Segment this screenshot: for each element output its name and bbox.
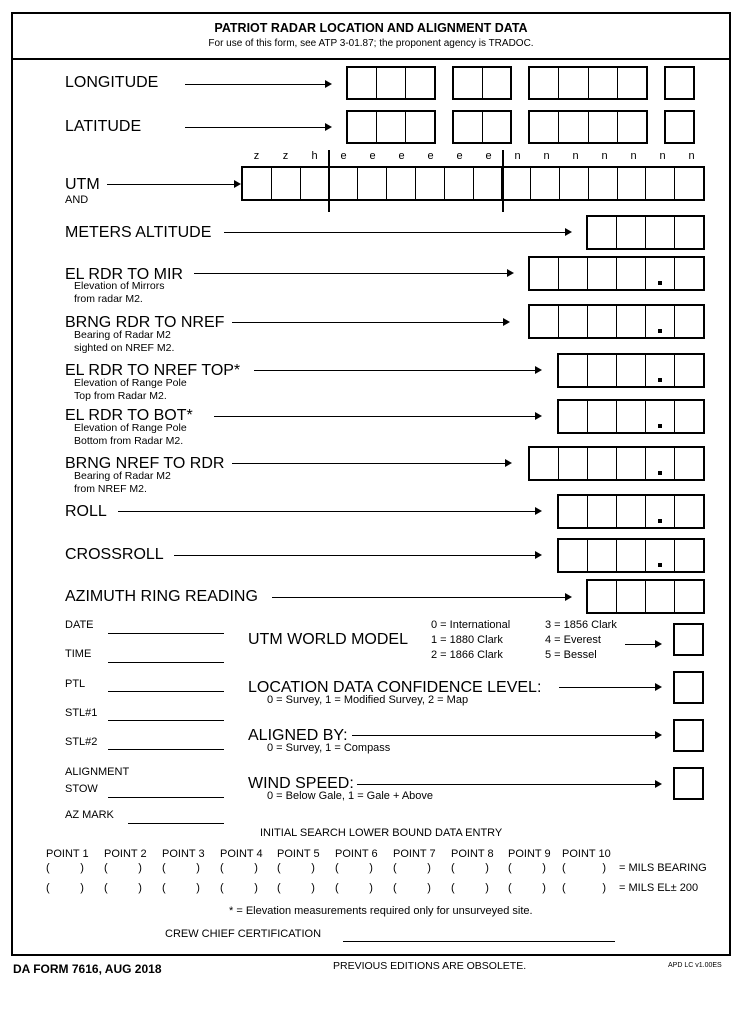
location-confidence-label: LOCATION DATA CONFIDENCE LEVEL: [248, 679, 542, 696]
utm-header-z1: z [253, 150, 260, 162]
mils-el-field-10[interactable]: ( ) [562, 882, 606, 894]
mils-el-field-5[interactable]: ( ) [277, 882, 315, 894]
longitude-hemisphere-input[interactable] [664, 66, 695, 100]
utm-model-opt4: 4 = Everest [545, 634, 601, 646]
longitude-arrow [185, 84, 326, 85]
utm-model-opt1: 1 = 1880 Clark [431, 634, 503, 646]
point-3-label: POINT 3 [162, 848, 205, 860]
brng-rdr-to-nref-desc: Bearing of Radar M2 sighted on NREF M2. [74, 329, 175, 354]
meters-altitude-label: METERS ALTITUDE [65, 224, 212, 241]
aligned-by-arrow [352, 735, 656, 736]
utm-header-n3: n [572, 150, 579, 162]
longitude-deg-input[interactable] [346, 66, 436, 100]
mils-el-field-9[interactable]: ( ) [508, 882, 546, 894]
utm-header-z2: z [282, 150, 289, 162]
utm-world-model-arrow [625, 644, 656, 645]
stl1-field[interactable] [108, 720, 224, 721]
form-subtitle: For use of this form, see ATP 3-01.87; the proponent agency is TRADOC. [208, 38, 534, 49]
mils-bearing-field-10[interactable]: ( ) [562, 862, 606, 874]
meters-altitude-input[interactable] [586, 215, 705, 250]
initial-search-title: INITIAL SEARCH LOWER BOUND DATA ENTRY [260, 827, 503, 839]
time-label: TIME [65, 648, 92, 660]
location-confidence-input[interactable] [673, 671, 704, 704]
mils-bearing-field-9[interactable]: ( ) [508, 862, 546, 874]
point-8-label: POINT 8 [451, 848, 494, 860]
mils-bearing-field-5[interactable]: ( ) [277, 862, 315, 874]
longitude-min-input[interactable] [452, 66, 512, 100]
longitude-sec-input[interactable] [528, 66, 648, 100]
utm-separator-1 [328, 150, 330, 212]
mils-el-field-4[interactable]: ( ) [220, 882, 258, 894]
wind-speed-label: WIND SPEED: [248, 775, 354, 792]
brng-nref-to-rdr-desc: Bearing of Radar M2 from NREF M2. [74, 470, 171, 495]
brng-nref-to-rdr-arrow [232, 463, 506, 464]
utm-header-e1: e [340, 150, 347, 162]
utm-separator-2 [502, 150, 504, 212]
wind-speed-input[interactable] [673, 767, 704, 800]
header-divider [11, 58, 731, 60]
latitude-hemisphere-input[interactable] [664, 110, 695, 144]
mils-el-label: = MILS EL± 200 [619, 882, 699, 894]
aligned-by-label: ALIGNED BY: [248, 727, 348, 744]
crossroll-label: CROSSROLL [65, 546, 164, 563]
az-mark-field[interactable] [128, 823, 224, 824]
aligned-by-options: 0 = Survey, 1 = Compass [267, 742, 391, 754]
mils-bearing-field-3[interactable]: ( ) [162, 862, 200, 874]
utm-header-n5: n [630, 150, 637, 162]
utm-world-model-label: UTM WORLD MODEL [248, 631, 408, 648]
point-10-label: POINT 10 [562, 848, 611, 860]
utm-arrow [107, 184, 235, 185]
el-rdr-to-mir-label: EL RDR TO MIR [65, 266, 183, 283]
roll-arrow [118, 511, 536, 512]
utm-world-model-input[interactable] [673, 623, 704, 656]
el-rdr-to-nref-top-desc: Elevation of Range Pole Top from Radar M2. [74, 377, 187, 402]
utm-header-n2: n [543, 150, 550, 162]
form-title: PATRIOT RADAR LOCATION AND ALIGNMENT DATA [214, 21, 528, 35]
el-rdr-to-bot-input[interactable] [557, 399, 705, 434]
mils-bearing-field-8[interactable]: ( ) [451, 862, 489, 874]
point-4-label: POINT 4 [220, 848, 263, 860]
footnote: * = Elevation measurements required only for unsurveyed site. [229, 905, 533, 917]
latitude-label: LATITUDE [65, 118, 142, 135]
mils-el-field-2[interactable]: ( ) [104, 882, 142, 894]
utm-header-n7: n [688, 150, 695, 162]
el-rdr-to-nref-top-label: EL RDR TO NREF TOP* [65, 362, 241, 379]
brng-nref-to-rdr-label: BRNG NREF TO RDR [65, 455, 225, 472]
point-1-label: POINT 1 [46, 848, 89, 860]
azimuth-ring-reading-arrow [272, 597, 566, 598]
latitude-min-input[interactable] [452, 110, 512, 144]
mils-bearing-field-1[interactable]: ( ) [46, 862, 84, 874]
version-label: APD LC v1.00ES [668, 962, 722, 969]
time-field[interactable] [108, 662, 224, 663]
stow-label: STOW [65, 783, 98, 795]
form-number: DA FORM 7616, AUG 2018 [13, 962, 162, 976]
utm-model-opt0: 0 = International [431, 619, 511, 631]
brng-rdr-to-nref-input[interactable] [528, 304, 705, 339]
mils-el-field-3[interactable]: ( ) [162, 882, 200, 894]
stl2-label: STL#2 [65, 736, 98, 748]
utm-header-n6: n [659, 150, 666, 162]
location-confidence-arrow [559, 687, 656, 688]
utm-input[interactable] [241, 166, 705, 201]
az-mark-label: AZ MARK [65, 809, 114, 821]
utm-header-n1: n [514, 150, 521, 162]
obsolete-notice: PREVIOUS EDITIONS ARE OBSOLETE. [333, 960, 527, 972]
el-rdr-to-bot-arrow [214, 416, 536, 417]
el-rdr-to-mir-input[interactable] [528, 256, 705, 291]
wind-speed-options: 0 = Below Gale, 1 = Gale + Above [267, 790, 434, 802]
stl1-label: STL#1 [65, 707, 98, 719]
longitude-label: LONGITUDE [65, 74, 159, 91]
utm-header-e3: e [398, 150, 405, 162]
mils-bearing-label: = MILS BEARING [619, 862, 707, 874]
date-label: DATE [65, 619, 94, 631]
point-6-label: POINT 6 [335, 848, 378, 860]
crew-chief-signature-field[interactable] [343, 941, 615, 942]
mils-el-field-8[interactable]: ( ) [451, 882, 489, 894]
el-rdr-to-bot-label: EL RDR TO BOT* [65, 407, 193, 424]
utm-header-e4: e [427, 150, 434, 162]
meters-altitude-arrow [224, 232, 566, 233]
point-9-label: POINT 9 [508, 848, 551, 860]
utm-header-h: h [311, 150, 318, 162]
utm-label: UTM [65, 176, 100, 193]
mils-bearing-field-7[interactable]: ( ) [393, 862, 431, 874]
utm-header-n4: n [601, 150, 608, 162]
crossroll-input[interactable] [557, 538, 705, 573]
utm-model-opt5: 5 = Bessel [545, 649, 597, 661]
alignment-label: ALIGNMENT [65, 766, 130, 778]
mils-bearing-field-4[interactable]: ( ) [220, 862, 258, 874]
crossroll-arrow [174, 555, 536, 556]
aligned-by-input[interactable] [673, 719, 704, 752]
date-field[interactable] [108, 633, 224, 634]
latitude-deg-input[interactable] [346, 110, 436, 144]
crew-chief-label: CREW CHIEF CERTIFICATION [165, 928, 322, 940]
utm-header-e5: e [456, 150, 463, 162]
el-rdr-to-nref-top-arrow [254, 370, 536, 371]
el-rdr-to-nref-top-input[interactable] [557, 353, 705, 388]
stl2-field[interactable] [108, 749, 224, 750]
mils-bearing-field-6[interactable]: ( ) [335, 862, 373, 874]
utm-model-opt3: 3 = 1856 Clark [545, 619, 617, 631]
brng-rdr-to-nref-label: BRNG RDR TO NREF [65, 314, 225, 331]
roll-label: ROLL [65, 503, 107, 520]
point-5-label: POINT 5 [277, 848, 320, 860]
roll-input[interactable] [557, 494, 705, 529]
azimuth-ring-reading-input[interactable] [586, 579, 705, 614]
utm-header-e2: e [369, 150, 376, 162]
el-rdr-to-bot-desc: Elevation of Range Pole Bottom from Radar M2. [74, 422, 187, 447]
wind-speed-arrow [357, 784, 656, 785]
mils-el-field-6[interactable]: ( ) [335, 882, 373, 894]
mils-el-field-7[interactable]: ( ) [393, 882, 431, 894]
point-2-label: POINT 2 [104, 848, 147, 860]
point-7-label: POINT 7 [393, 848, 436, 860]
utm-header-e6: e [485, 150, 492, 162]
brng-rdr-to-nref-arrow [232, 322, 504, 323]
mils-el-field-1[interactable]: ( ) [46, 882, 84, 894]
brng-nref-to-rdr-input[interactable] [528, 446, 705, 481]
location-confidence-options: 0 = Survey, 1 = Modified Survey, 2 = Map [267, 694, 469, 706]
utm-and-label: AND [65, 194, 89, 206]
ptl-field[interactable] [108, 691, 224, 692]
latitude-arrow [185, 127, 326, 128]
alignment-stow-field[interactable] [108, 797, 224, 798]
el-rdr-to-mir-arrow [194, 273, 508, 274]
utm-model-opt2: 2 = 1866 Clark [431, 649, 503, 661]
azimuth-ring-reading-label: AZIMUTH RING READING [65, 588, 258, 605]
el-rdr-to-mir-desc: Elevation of Mirrors from radar M2. [74, 280, 165, 305]
mils-bearing-field-2[interactable]: ( ) [104, 862, 142, 874]
ptl-label: PTL [65, 678, 86, 690]
latitude-sec-input[interactable] [528, 110, 648, 144]
